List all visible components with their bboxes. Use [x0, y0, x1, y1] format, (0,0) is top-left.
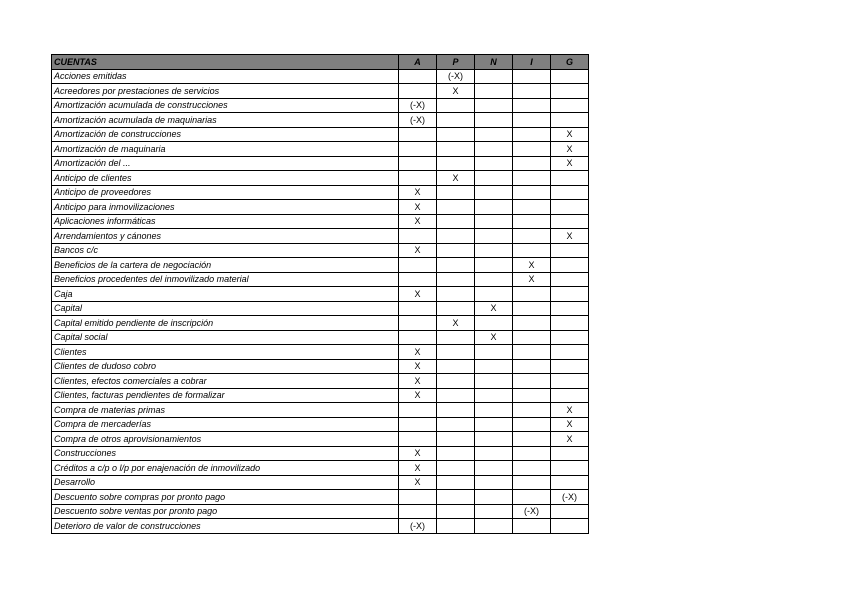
mark-cell-a	[399, 432, 437, 447]
mark-cell-a	[399, 490, 437, 505]
mark-cell-n	[475, 258, 513, 273]
table-header-row	[52, 55, 589, 70]
table-row	[52, 374, 589, 389]
mark-cell-g: (-X)	[551, 490, 589, 505]
mark-cell-g	[551, 185, 589, 200]
mark-cell-i	[513, 84, 551, 99]
table-row	[52, 200, 589, 215]
mark-cell-i	[513, 214, 551, 229]
table-row	[52, 84, 589, 99]
account-name-cell: Amortización acumulada de maquinarias	[52, 113, 399, 128]
mark-cell-a: X	[399, 475, 437, 490]
table-row	[52, 446, 589, 461]
mark-cell-g	[551, 359, 589, 374]
mark-cell-a	[399, 127, 437, 142]
mark-cell-a	[399, 156, 437, 171]
mark-cell-g	[551, 388, 589, 403]
table-row	[52, 156, 589, 171]
mark-cell-n	[475, 171, 513, 186]
mark-cell-p	[437, 388, 475, 403]
account-name-cell: Aplicaciones informáticas	[52, 214, 399, 229]
mark-cell-i	[513, 446, 551, 461]
mark-cell-g: X	[551, 229, 589, 244]
account-name-cell: Clientes, facturas pendientes de formalizar	[52, 388, 399, 403]
mark-cell-i	[513, 330, 551, 345]
column-header-cuentas: CUENTAS	[52, 55, 399, 70]
mark-cell-n	[475, 388, 513, 403]
mark-cell-g	[551, 200, 589, 215]
mark-cell-i	[513, 345, 551, 360]
mark-cell-a: (-X)	[399, 98, 437, 113]
mark-cell-g	[551, 84, 589, 99]
table-row	[52, 330, 589, 345]
mark-cell-a: X	[399, 243, 437, 258]
table-row	[52, 359, 589, 374]
mark-cell-p	[437, 142, 475, 157]
mark-cell-i: X	[513, 272, 551, 287]
account-name-cell: Amortización de maquinaria	[52, 142, 399, 157]
mark-cell-i	[513, 113, 551, 128]
table-row	[52, 69, 589, 84]
mark-cell-a	[399, 330, 437, 345]
mark-cell-a: X	[399, 461, 437, 476]
mark-cell-n	[475, 272, 513, 287]
account-name-cell: Anticipo para inmovilizaciones	[52, 200, 399, 215]
account-name-cell: Descuento sobre ventas por pronto pago	[52, 504, 399, 519]
table-row	[52, 142, 589, 157]
mark-cell-n	[475, 214, 513, 229]
mark-cell-i	[513, 359, 551, 374]
table-row	[52, 113, 589, 128]
mark-cell-n	[475, 185, 513, 200]
account-name-cell: Capital emitido pendiente de inscripción	[52, 316, 399, 331]
account-name-cell: Clientes, efectos comerciales a cobrar	[52, 374, 399, 389]
mark-cell-a: X	[399, 446, 437, 461]
mark-cell-p	[437, 330, 475, 345]
mark-cell-a: X	[399, 200, 437, 215]
account-name-cell: Construcciones	[52, 446, 399, 461]
table-row	[52, 490, 589, 505]
table-body	[52, 69, 589, 533]
mark-cell-n	[475, 287, 513, 302]
mark-cell-a	[399, 258, 437, 273]
mark-cell-a: X	[399, 287, 437, 302]
table-row	[52, 243, 589, 258]
mark-cell-n	[475, 345, 513, 360]
mark-cell-i	[513, 417, 551, 432]
mark-cell-g	[551, 330, 589, 345]
mark-cell-n	[475, 142, 513, 157]
table-row	[52, 272, 589, 287]
column-header-a: A	[399, 55, 437, 70]
mark-cell-i	[513, 156, 551, 171]
mark-cell-a	[399, 316, 437, 331]
mark-cell-p	[437, 475, 475, 490]
mark-cell-n	[475, 69, 513, 84]
account-name-cell: Caja	[52, 287, 399, 302]
mark-cell-g	[551, 243, 589, 258]
mark-cell-p	[437, 272, 475, 287]
mark-cell-p	[437, 345, 475, 360]
mark-cell-g	[551, 113, 589, 128]
account-name-cell: Amortización de construcciones	[52, 127, 399, 142]
mark-cell-p	[437, 156, 475, 171]
table-row	[52, 432, 589, 447]
mark-cell-p	[437, 287, 475, 302]
account-name-cell: Compra de mercaderías	[52, 417, 399, 432]
mark-cell-g	[551, 461, 589, 476]
mark-cell-p: X	[437, 316, 475, 331]
table-row	[52, 287, 589, 302]
mark-cell-g	[551, 504, 589, 519]
column-header-p: P	[437, 55, 475, 70]
table-row	[52, 185, 589, 200]
account-name-cell: Arrendamientos y cánones	[52, 229, 399, 244]
table-row	[52, 98, 589, 113]
mark-cell-i	[513, 127, 551, 142]
table-row	[52, 301, 589, 316]
account-name-cell: Anticipo de proveedores	[52, 185, 399, 200]
mark-cell-p	[437, 417, 475, 432]
mark-cell-p	[437, 214, 475, 229]
table-row	[52, 388, 589, 403]
mark-cell-n	[475, 461, 513, 476]
mark-cell-n	[475, 403, 513, 418]
mark-cell-a: X	[399, 374, 437, 389]
mark-cell-i	[513, 142, 551, 157]
mark-cell-a: X	[399, 388, 437, 403]
account-name-cell: Descuento sobre compras por pronto pago	[52, 490, 399, 505]
mark-cell-g	[551, 214, 589, 229]
mark-cell-p: X	[437, 171, 475, 186]
mark-cell-g: X	[551, 403, 589, 418]
mark-cell-i	[513, 432, 551, 447]
mark-cell-p	[437, 185, 475, 200]
mark-cell-p	[437, 200, 475, 215]
mark-cell-n	[475, 446, 513, 461]
table-row	[52, 475, 589, 490]
column-header-n: N	[475, 55, 513, 70]
mark-cell-a	[399, 504, 437, 519]
table-row	[52, 504, 589, 519]
mark-cell-g	[551, 287, 589, 302]
mark-cell-a: (-X)	[399, 519, 437, 534]
mark-cell-i: X	[513, 258, 551, 273]
table-row	[52, 171, 589, 186]
account-name-cell: Amortización del ...	[52, 156, 399, 171]
mark-cell-g	[551, 316, 589, 331]
mark-cell-a	[399, 301, 437, 316]
column-header-i: I	[513, 55, 551, 70]
mark-cell-g	[551, 272, 589, 287]
mark-cell-g	[551, 69, 589, 84]
mark-cell-n	[475, 490, 513, 505]
mark-cell-i	[513, 388, 551, 403]
mark-cell-a: (-X)	[399, 113, 437, 128]
mark-cell-i	[513, 185, 551, 200]
mark-cell-n	[475, 374, 513, 389]
table-row	[52, 417, 589, 432]
mark-cell-p	[437, 301, 475, 316]
mark-cell-i	[513, 403, 551, 418]
mark-cell-i: (-X)	[513, 504, 551, 519]
mark-cell-g	[551, 519, 589, 534]
mark-cell-n: X	[475, 330, 513, 345]
mark-cell-p	[437, 461, 475, 476]
mark-cell-p	[437, 229, 475, 244]
account-name-cell: Compra de otros aprovisionamientos	[52, 432, 399, 447]
mark-cell-a: X	[399, 359, 437, 374]
table-row	[52, 519, 589, 534]
mark-cell-i	[513, 316, 551, 331]
mark-cell-p	[437, 243, 475, 258]
mark-cell-g	[551, 374, 589, 389]
mark-cell-n	[475, 200, 513, 215]
mark-cell-a: X	[399, 185, 437, 200]
account-name-cell: Bancos c/c	[52, 243, 399, 258]
accounts-table	[51, 54, 589, 534]
mark-cell-i	[513, 243, 551, 258]
mark-cell-n	[475, 475, 513, 490]
table-row	[52, 316, 589, 331]
account-name-cell: Capital social	[52, 330, 399, 345]
mark-cell-p	[437, 403, 475, 418]
mark-cell-p	[437, 359, 475, 374]
mark-cell-n	[475, 519, 513, 534]
account-name-cell: Anticipo de clientes	[52, 171, 399, 186]
mark-cell-p: X	[437, 84, 475, 99]
mark-cell-g	[551, 301, 589, 316]
mark-cell-p	[437, 258, 475, 273]
mark-cell-i	[513, 200, 551, 215]
account-name-cell: Créditos a c/p o l/p por enajenación de inmovilizado	[52, 461, 399, 476]
mark-cell-g	[551, 475, 589, 490]
mark-cell-n	[475, 156, 513, 171]
mark-cell-a	[399, 69, 437, 84]
account-name-cell: Amortización acumulada de construcciones	[52, 98, 399, 113]
mark-cell-n	[475, 316, 513, 331]
account-name-cell: Acciones emitidas	[52, 69, 399, 84]
mark-cell-a	[399, 403, 437, 418]
account-name-cell: Acreedores por prestaciones de servicios	[52, 84, 399, 99]
table-row	[52, 229, 589, 244]
mark-cell-i	[513, 301, 551, 316]
mark-cell-a: X	[399, 214, 437, 229]
mark-cell-g: X	[551, 432, 589, 447]
mark-cell-a	[399, 417, 437, 432]
mark-cell-n	[475, 504, 513, 519]
mark-cell-a	[399, 142, 437, 157]
mark-cell-g	[551, 98, 589, 113]
mark-cell-a	[399, 229, 437, 244]
mark-cell-p	[437, 98, 475, 113]
column-header-g: G	[551, 55, 589, 70]
account-name-cell: Clientes	[52, 345, 399, 360]
mark-cell-n: X	[475, 301, 513, 316]
mark-cell-i	[513, 171, 551, 186]
mark-cell-i	[513, 98, 551, 113]
mark-cell-g: X	[551, 156, 589, 171]
mark-cell-p	[437, 446, 475, 461]
table-row	[52, 214, 589, 229]
account-name-cell: Beneficios de la cartera de negociación	[52, 258, 399, 273]
mark-cell-p	[437, 432, 475, 447]
account-name-cell: Deterioro de valor de construcciones	[52, 519, 399, 534]
mark-cell-g: X	[551, 142, 589, 157]
table-row	[52, 345, 589, 360]
mark-cell-n	[475, 127, 513, 142]
account-name-cell: Beneficios procedentes del inmovilizado material	[52, 272, 399, 287]
mark-cell-p	[437, 519, 475, 534]
table-row	[52, 403, 589, 418]
mark-cell-g	[551, 258, 589, 273]
account-name-cell: Desarrollo	[52, 475, 399, 490]
mark-cell-a: X	[399, 345, 437, 360]
mark-cell-g	[551, 345, 589, 360]
mark-cell-p: (-X)	[437, 69, 475, 84]
mark-cell-n	[475, 84, 513, 99]
mark-cell-i	[513, 69, 551, 84]
mark-cell-p	[437, 504, 475, 519]
mark-cell-i	[513, 490, 551, 505]
mark-cell-g: X	[551, 127, 589, 142]
mark-cell-i	[513, 287, 551, 302]
table-row	[52, 127, 589, 142]
mark-cell-i	[513, 461, 551, 476]
account-name-cell: Capital	[52, 301, 399, 316]
mark-cell-g	[551, 446, 589, 461]
mark-cell-g	[551, 171, 589, 186]
mark-cell-n	[475, 243, 513, 258]
mark-cell-p	[437, 113, 475, 128]
mark-cell-i	[513, 229, 551, 244]
mark-cell-p	[437, 127, 475, 142]
mark-cell-p	[437, 490, 475, 505]
mark-cell-a	[399, 84, 437, 99]
mark-cell-n	[475, 98, 513, 113]
mark-cell-a	[399, 171, 437, 186]
mark-cell-n	[475, 432, 513, 447]
mark-cell-p	[437, 374, 475, 389]
mark-cell-n	[475, 113, 513, 128]
mark-cell-n	[475, 359, 513, 374]
account-name-cell: Compra de materias primas	[52, 403, 399, 418]
account-name-cell: Clientes de dudoso cobro	[52, 359, 399, 374]
table-row	[52, 461, 589, 476]
mark-cell-n	[475, 229, 513, 244]
mark-cell-i	[513, 475, 551, 490]
mark-cell-i	[513, 374, 551, 389]
mark-cell-i	[513, 519, 551, 534]
mark-cell-a	[399, 272, 437, 287]
table-row	[52, 258, 589, 273]
mark-cell-n	[475, 417, 513, 432]
mark-cell-g: X	[551, 417, 589, 432]
